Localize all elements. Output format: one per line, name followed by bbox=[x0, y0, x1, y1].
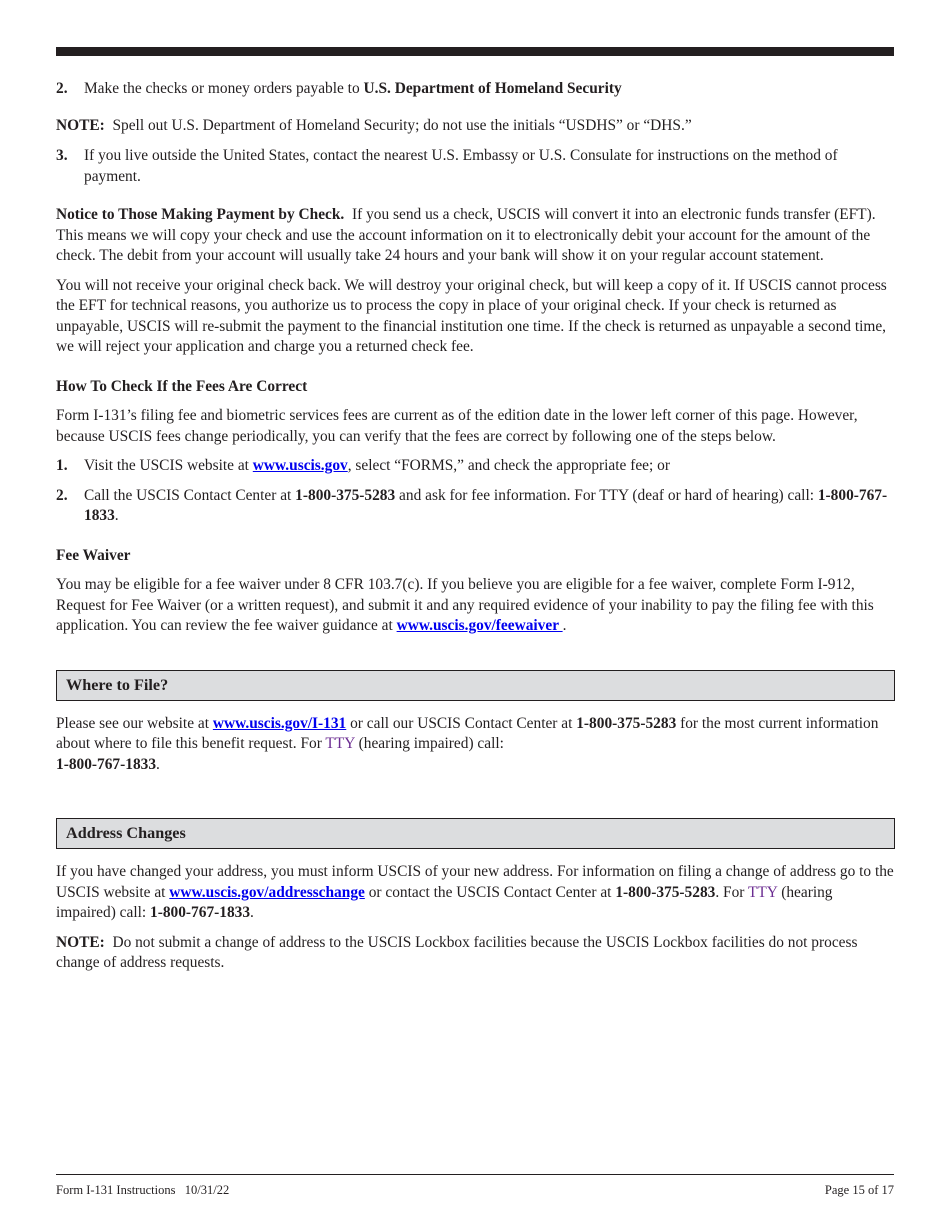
payment-item-2: 2. Make the checks or money orders payable to U.S. Department of Homeland Security bbox=[56, 79, 896, 100]
footer-rule bbox=[56, 1174, 894, 1175]
where-to-file-heading: Where to File? bbox=[56, 670, 895, 701]
tty-label: TTY bbox=[325, 735, 355, 752]
page-content bbox=[56, 79, 896, 974]
payment-item-3: 3. If you live outside the United States, contact the nearest U.S. Embassy or U.S. Consulate for instructions on the method of payment. bbox=[56, 147, 838, 185]
feewaiver-link[interactable]: www.uscis.gov/feewaiver bbox=[396, 617, 563, 634]
where-to-file-text: Please see our website at www.uscis.gov/I-131 or call our USCIS Contact Center at 1-800-375-5283 for the most current information about where to file this benefit request. For TTY (hearing impaired) call: 1-800-767-1833. bbox=[56, 714, 879, 773]
fees-step-2: 2. Call the USCIS Contact Center at 1-800-375-5283 and ask for fee information. For TTY (deaf or hard of hearing) call: 1-800-767-1833. bbox=[56, 486, 888, 524]
contact-phone: 1-800-375-5283 bbox=[295, 486, 396, 504]
uscis-link[interactable]: www.uscis.gov bbox=[252, 457, 348, 474]
tty-label: TTY bbox=[748, 883, 778, 901]
fees-intro: Form I-131’s filing fee and biometric services fees are current as of the edition date in the lower left corner of this page. However, because USCIS fees change periodically, you can verify that the fees are correct by following one of the steps below. bbox=[56, 407, 858, 445]
addresschange-link[interactable]: www.uscis.gov/addresschange bbox=[169, 883, 365, 901]
footer-form-id: Form I-131 Instructions 10/31/22 bbox=[56, 1183, 230, 1197]
check-notice-para2: You will not receive your original check back. We will destroy your original check, but will keep a copy of it. If USCIS cannot process the EFT for technical reasons, you authorize us to process the copy in place of your original check. If your check is returned as unpayable, USCIS will re-submit the payment to the financial institution one time. If the check is returned as unpayable a second time, we will reject your application and charge you a returned check fee. bbox=[56, 276, 887, 355]
address-changes-text: If you have changed your address, you must inform USCIS of your new address. For information on filing a change of address go to the USCIS website at www.uscis.gov/addresschange or contact the USCIS Contact Center at 1-800-375-5283. For TTY (hearing impaired) call: 1-800-767-1833. bbox=[56, 863, 894, 921]
payment-note: NOTE: Spell out U.S. Department of Homeland Security; do not use the initials “USDHS” or “DHS.” bbox=[56, 116, 692, 134]
fee-waiver-heading: Fee Waiver bbox=[56, 546, 131, 564]
check-notice: Notice to Those Making Payment by Check. If you send us a check, USCIS will convert it into an electronic funds transfer (EFT). This means we will copy your check and use the account information on it to electronically debit your account for the amount of the check. The debit from your account will usually take 24 hours and your bank will show it on your regular account statement. bbox=[56, 206, 876, 264]
address-changes-heading: Address Changes bbox=[56, 818, 895, 849]
tty-phone: 1-800-767-1833 bbox=[84, 486, 888, 524]
address-changes-note: NOTE: Do not submit a change of address to the USCIS Lockbox facilities because the USCIS Lockbox facilities do not process change of address requests. bbox=[56, 933, 858, 971]
fees-heading: How To Check If the Fees Are Correct bbox=[56, 377, 308, 395]
fee-waiver-text: You may be eligible for a fee waiver under 8 CFR 103.7(c). If you believe you are eligible for a fee waiver, complete Form I-912, Request for Fee Waiver (or a written request), and submit it and any required evidence of your inability to pay the filing fee with this application. You can review the fee waiver guidance at www.uscis.gov/feewaiver . bbox=[56, 576, 874, 634]
item-number: 2. bbox=[56, 80, 68, 97]
footer-page-number: Page 15 of 17 bbox=[824, 1183, 894, 1197]
payee-name: U.S. Department of Homeland Security bbox=[363, 80, 622, 97]
header-rule bbox=[56, 47, 894, 56]
i131-link[interactable]: www.uscis.gov/I-131 bbox=[212, 714, 347, 732]
fees-step-1: 1. Visit the USCIS website at www.uscis.gov, select “FORMS,” and check the appropriate fee; or bbox=[56, 457, 670, 474]
